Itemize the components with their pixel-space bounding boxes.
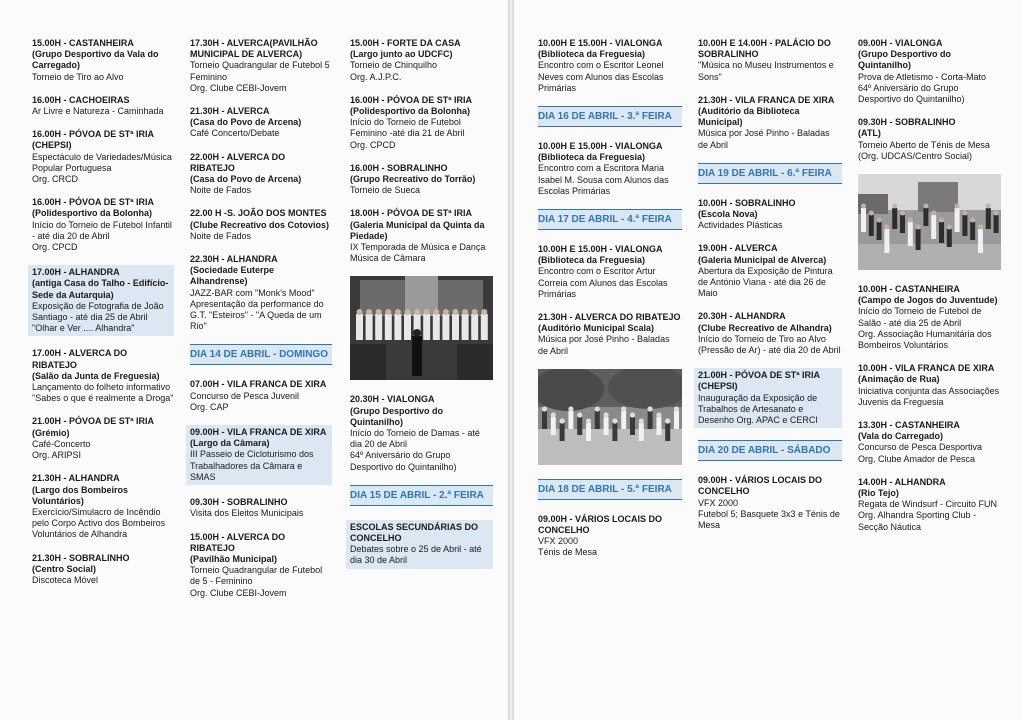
event-heading: 09.30H - SOBRALINHO (ATL) <box>858 117 956 139</box>
event-entry <box>698 475 842 531</box>
event-entry <box>350 208 493 264</box>
event-entry <box>538 141 682 197</box>
event-entry <box>190 38 332 94</box>
event-description: Torneio Aberto de Ténis de Mesa (Org. UDCAS/Centro Social) <box>858 139 990 161</box>
event-entry <box>28 265 174 336</box>
event-entry <box>350 394 493 472</box>
event-entry <box>698 311 842 356</box>
event-description: Regata de Windsurf - Circuito FUN Org. Alhandra Sporting Club - Secção Náutica <box>858 499 998 532</box>
event-heading: 09.00H - VÁRIOS LOCAIS DO CONCELHO <box>698 475 823 497</box>
event-entry <box>350 95 493 151</box>
day-heading: DIA 18 DE ABRIL - 5.ª FEIRA <box>538 479 682 500</box>
event-heading: 14.00H - ALHANDRA (Rio Tejo) <box>858 476 946 499</box>
event-heading: 21.30H - ALVERCA (Casa do Povo de Arcena) <box>190 106 302 128</box>
event-heading: 10.00H - VILA FRANCA DE XIRA (Animação de Rua) <box>858 363 995 385</box>
event-description: Iniciativa conjunta das Associações Juvenis da Freguesia <box>858 385 1000 407</box>
event-entry <box>32 473 174 540</box>
event-entry <box>186 425 332 485</box>
event-entry <box>32 197 174 253</box>
event-description: JAZZ-BAR com "Monk's Mood" Apresentação da performance do G.T. "Esteiros" - "A Queda de um Rio" <box>190 287 324 332</box>
choir-photo <box>350 276 493 380</box>
event-heading: 21.30H - ALHANDRA (Largo dos Bombeiros Voluntários) <box>32 473 129 506</box>
event-heading: 13.30H - CASTANHEIRA (Vala do Carregado) <box>858 420 960 442</box>
event-heading: 16.00H - PÓVOA DE STª IRIA (Polidesportivo da Bolonha) <box>350 94 473 117</box>
event-description: VFX 2000 Ténis de Mesa <box>538 536 598 558</box>
event-entry <box>32 129 174 185</box>
event-entry <box>698 243 842 299</box>
event-description: Prova de Atletismo - Corta-Mato 64º Aniversário do Grupo Desportivo do Quintanilho) <box>858 71 987 105</box>
event-entry <box>538 38 682 94</box>
event-entry <box>190 106 332 140</box>
event-description: Música por José Pinho - Baladas de Abril <box>538 334 670 356</box>
event-entry <box>190 379 332 413</box>
event-entry <box>858 477 1001 533</box>
event-entry <box>32 95 174 117</box>
outdoor-group-photo <box>538 369 682 465</box>
event-entry <box>350 163 493 197</box>
event-entry <box>538 514 682 559</box>
event-heading: 21.30H - VILA FRANCA DE XIRA (Auditório da Biblioteca Municipal) <box>698 94 835 128</box>
event-description: Inauguração da Exposição de Trabalhos de Artesanato e Desenho Org. APAC e CERCI <box>698 392 818 426</box>
event-description: Início do Torneio de Damas - até dia 20 de Abril 64º Aniversário do Grupo Desportivo do Quintanilho) <box>350 428 480 472</box>
event-heading: 16.00H - PÓVOA DE STª IRIA (CHEPSI) <box>32 129 155 151</box>
event-heading: 09.00H - VÁRIOS LOCAIS DO CONCELHO <box>538 513 663 536</box>
event-description: Torneio de Sueca <box>350 185 421 196</box>
column-1 <box>32 38 174 598</box>
event-entry <box>350 38 493 83</box>
event-description: Discoteca Móvel <box>32 574 99 585</box>
event-heading: 10.00H E 15.00H - VIALONGA (Biblioteca da Freguesia) <box>538 141 663 163</box>
event-description: Encontro com o Escritor Leonel Neves com Alunos das Escolas Primárias <box>538 60 664 93</box>
day-heading: DIA 19 DE ABRIL - 6.ª FEIRA <box>698 163 842 184</box>
event-description: IX Temporada de Música e Dança Música de Câmara <box>350 242 486 264</box>
event-heading: 21.00H - PÓVOA DE STª IRIA (CHEPSI) <box>698 370 821 392</box>
event-description: Debates sobre o 25 de Abril - até dia 30 de Abril <box>350 544 482 566</box>
event-entry <box>32 416 174 461</box>
day-heading: DIA 15 DE ABRIL - 2.ª FEIRA <box>350 485 493 506</box>
event-description: III Passeio de Cicloturismo dos Trabalhadores da Câmara e SMAS <box>190 449 314 482</box>
event-description: Início do Torneio de Futebol Infantil - até dia 20 de Abril Org. CPCD <box>32 219 172 253</box>
event-description: Início do Torneio de Futebol Feminino -até dia 21 de Abril Org. CPCD <box>350 117 465 150</box>
column-3 <box>350 38 493 581</box>
event-entry <box>858 420 1001 465</box>
column-2 <box>190 38 332 611</box>
event-entry <box>190 532 332 599</box>
event-entry <box>858 117 1001 162</box>
event-description: Início do Torneio de Tiro ao Alvo (Pressão de Ar) - até dia 20 de Abril <box>698 333 841 356</box>
event-heading: 18.00H - PÓVOA DE STª IRIA (Galeria Municipal da Quinta da Piedade) <box>350 208 485 241</box>
event-description: Visita dos Eleitos Municipais <box>190 508 304 519</box>
event-heading: 09.00H - VIALONGA (Grupo Desportivo do Quintanilho) <box>858 38 951 71</box>
event-description: Início do Torneio de Futebol de Salão - até dia 25 de Abril Org. Associação Humanitária dos Bombeiros Voluntários <box>858 306 992 351</box>
event-description: Abertura da Exposição de Pintura de António Viana - até dia 26 de Maio <box>698 265 833 299</box>
event-entry <box>190 208 332 242</box>
event-heading: 19.00H - ALVERCA (Galeria Municipal de Alverca) <box>698 243 827 265</box>
event-description: Exposição de Fotografia de João Santiago - até dia 25 de Abril "Olhar e Ver .... Alhandra" <box>32 300 164 334</box>
event-heading: 21.30H - SOBRALINHO (Centro Social) <box>32 552 130 574</box>
event-entry <box>190 254 332 332</box>
event-entry <box>32 38 174 83</box>
event-heading: 09.00H - VILA FRANCA DE XIRA (Largo da Câmara) <box>190 427 327 449</box>
event-description: Torneio de Tiro ao Alvo <box>32 71 124 82</box>
event-description: Ar Livre e Natureza - Caminhada <box>32 106 164 117</box>
day-heading: DIA 17 DE ABRIL - 4.ª FEIRA <box>538 209 682 230</box>
column-5 <box>698 38 842 543</box>
event-description: Noite de Fados <box>190 185 252 196</box>
event-description: Café-Concerto Org. ARIPSI <box>32 438 91 461</box>
event-entry <box>32 348 174 404</box>
event-heading: 21.00H - PÓVOA DE STª IRIA (Grémio) <box>32 416 155 438</box>
event-heading: 07.00H - VILA FRANCA DE XIRA <box>190 379 327 390</box>
day-heading: DIA 16 DE ABRIL - 3.ª FEIRA <box>538 106 682 127</box>
event-heading: 16.00H - CACHOEIRAS <box>32 94 130 105</box>
event-entry <box>190 152 332 197</box>
event-heading: 22.00 H -S. JOÃO DOS MONTES (Clube Recreativo dos Cotovios) <box>190 208 330 230</box>
event-heading: 22.30H - ALHANDRA (Sociedade Euterpe Alhandrense) <box>190 254 278 287</box>
event-heading: 15.00H - ALVERCA DO RIBATEJO (Pavilhão Municipal) <box>190 531 286 564</box>
event-description: Encontro com a Escritora Maria Isabel M. Sousa com Alunos das Escolas Primárias <box>538 163 669 196</box>
event-entry <box>858 363 1001 408</box>
event-entry <box>858 38 1001 105</box>
event-heading: 15.00H - CASTANHEIRA (Grupo Desportivo da Vala do Carregado) <box>32 38 159 71</box>
event-description: Espectáculo de Variedades/Música Popular Portuguesa Org. CRCD <box>32 151 172 185</box>
event-entry <box>698 198 842 232</box>
event-heading: 15.00H - FORTE DA CASA (Largo junto ao UDCFC) <box>350 38 461 60</box>
event-description: Torneio Quadrangular de Futebol de 5 - Feminino Org. Clube CEBI-Jovem <box>190 565 323 598</box>
event-entry <box>858 284 1001 351</box>
event-description: Concurso de Pesca Juvenil Org. CAP <box>190 390 300 412</box>
event-entry <box>32 553 174 587</box>
event-entry <box>346 520 493 569</box>
event-description: Café Concerto/Debate <box>190 128 280 139</box>
event-description: Torneio Quadrangular de Futebol 5 Feminino Org. Clube CEBI-Jovem <box>190 60 330 93</box>
event-heading: 10.00H E 15.00H - VIALONGA (Biblioteca da Freguesia) <box>538 38 663 60</box>
event-entry <box>190 497 332 519</box>
column-4 <box>538 38 682 571</box>
event-heading: 20.30H - VIALONGA (Grupo Desportivo do Quintanilho) <box>350 394 443 427</box>
event-heading: 10.00H - SOBRALINHO (Escola Nova) <box>698 197 796 220</box>
event-heading: 10.00H - CASTANHEIRA (Campo de Jogos do Juventude) <box>858 284 998 306</box>
event-heading: 10.00H E 14.00H - PALÁCIO DO SOBRALINHO <box>698 38 831 60</box>
event-description: "Música no Museu Instrumentos e Sons" <box>698 60 834 82</box>
event-entry <box>538 312 682 357</box>
event-description: Torneio de Chinquilho Org. A.J.P.C. <box>350 60 438 82</box>
event-heading: 10.00H E 15.00H - VIALONGA (Biblioteca da Freguesia) <box>538 244 663 266</box>
event-heading: ESCOLAS SECUNDÁRIAS DO CONCELHO <box>350 521 479 544</box>
day-heading: DIA 14 DE ABRIL - DOMINGO <box>190 344 332 365</box>
event-heading: 22.00H - ALVERCA DO RIBATEJO (Casa do Povo de Arcena) <box>190 151 302 185</box>
event-heading: 17.30H - ALVERCA(PAVILHÃO MUNICIPAL DE ALVERCA) <box>190 38 318 60</box>
event-heading: 09.30H - SOBRALINHO <box>190 497 288 508</box>
event-entry <box>698 38 842 83</box>
event-description: Lançamento do folheto informativo "Sabes o que é realmente a Droga" <box>32 382 174 404</box>
event-description: Actividades Plásticas <box>698 220 783 231</box>
event-heading: 17.00H - ALHANDRA (antiga Casa do Talho - Edifício-Sede da Autarquia) <box>32 267 169 300</box>
event-description: Noite de Fados <box>190 230 252 241</box>
column-6 <box>858 38 1001 545</box>
event-heading: 16.00H - SOBRALINHO (Grupo Recreativo do Torrão) <box>350 162 476 185</box>
event-description: Encontro com o Escritor Artur Correia com Alunos das Escolas Primárias <box>538 266 668 299</box>
race-photo <box>858 174 1001 270</box>
event-description: Concurso de Pesca Desportiva Org. Clube Amador de Pesca <box>858 442 983 464</box>
event-description: Música por José Pinho - Baladas de Abril <box>698 128 830 150</box>
event-heading: 20.30H - ALHANDRA (Clube Recreativo de Alhandra) <box>698 311 832 333</box>
event-heading: 17.00H - ALVERCA DO RIBATEJO (Salão da Junta de Freguesia) <box>32 348 160 381</box>
event-heading: 16.00H - PÓVOA DE STª IRIA (Polidesportivo da Bolonha) <box>32 197 155 219</box>
event-entry <box>538 244 682 300</box>
event-entry <box>694 368 842 428</box>
event-description: VFX 2000 Futebol 5; Basquete 3x3 e Ténis de Mesa <box>698 497 840 531</box>
event-heading: 21.30H - ALVERCA DO RIBATEJO (Auditório Municipal Scala) <box>538 312 681 334</box>
day-heading: DIA 20 DE ABRIL - SÁBADO <box>698 440 842 461</box>
event-description: Exercício/Simulacro de Incêndio pelo Corpo Activo dos Bombeiros Voluntários de Alhandra <box>32 506 166 540</box>
event-entry <box>698 95 842 151</box>
